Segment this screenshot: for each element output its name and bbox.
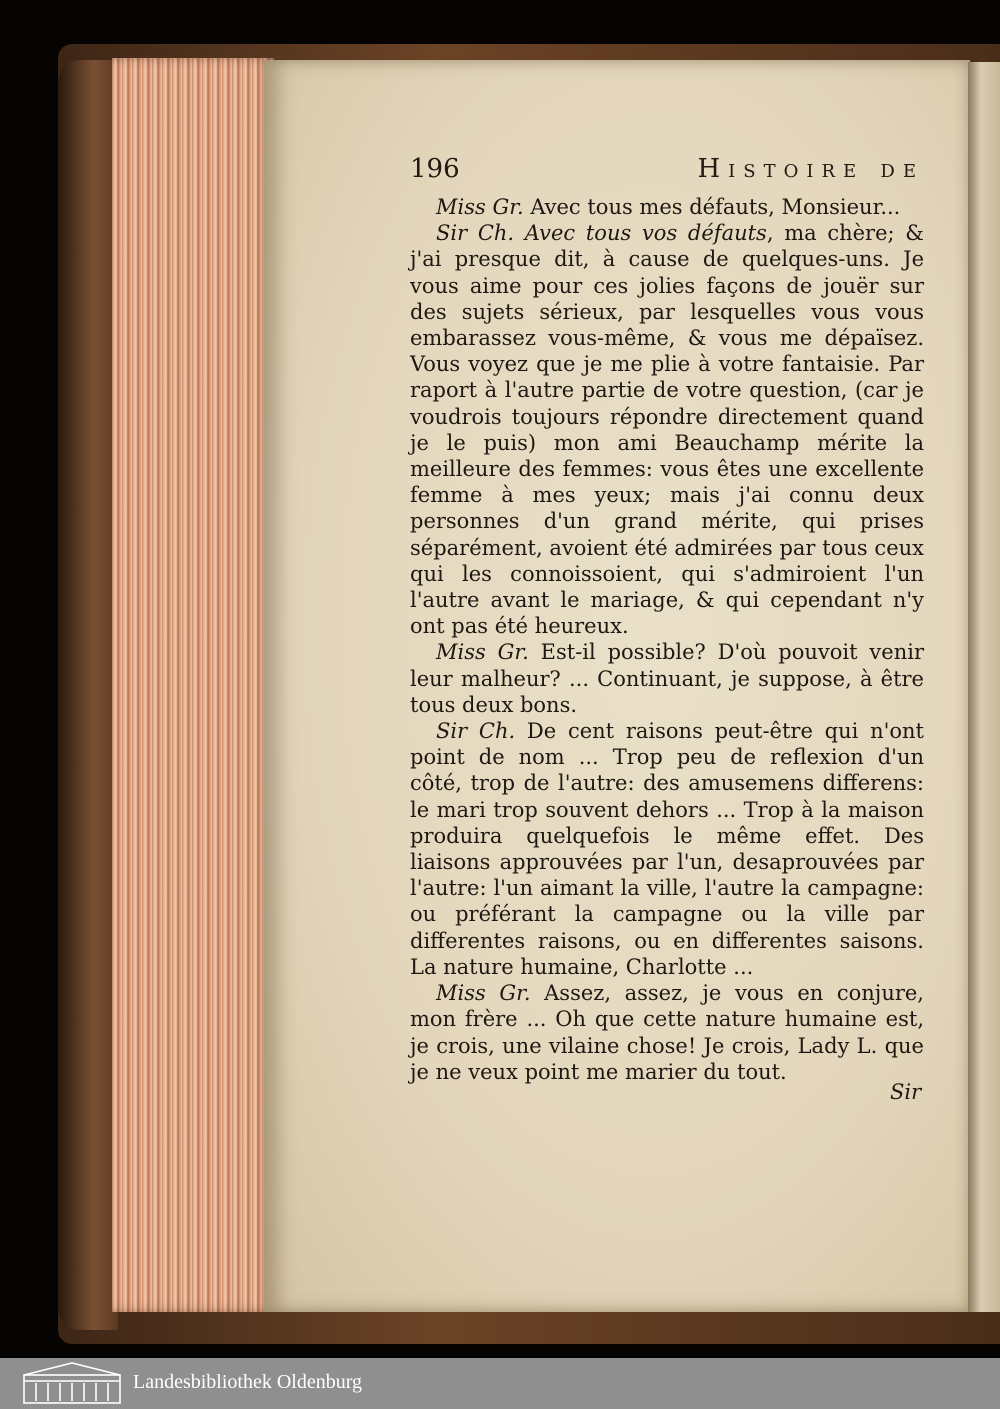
page-body (410, 194, 924, 1085)
facing-page-edge (968, 62, 1000, 1312)
speaker-label: Miss Gr. (436, 640, 529, 665)
catchword: Sir (890, 1080, 922, 1104)
speaker-label: Sir Ch. Avec tous vos défauts (436, 221, 767, 246)
paragraph-text: , ma chère; & j'ai presque dit, à cause de quelques-uns. Je vous aime pour ces jolies façons de jouër sur des sujets sérieux, par lesquelles vous vous embarassez vous-même, & vous me dépaïsez. Vous voyez que je me plie à votre fantaisie. Par raport à l'autre partie de votre question, (car je voudrois toujours répondre directement quand je le puis) mon ami Beauchamp mérite la meilleure des femmes: vous êtes une excellente femme à mes yeux; mais j'ai connu deux personnes d'un grand mérite, qui prises séparément, avoient été admirées par tous ceux qui les connoissoient, qui s'admiroient l'un l'autre avant le mariage, & qui cependant n'y ont pas été heureux. (410, 221, 924, 639)
paragraph-text: Assez, assez, je vous en conjure, mon frère ... Oh que cette nature humaine est, je crois, une vilaine chose! Je crois, Lady L. que je ne veux point me marier du tout. (410, 981, 924, 1084)
speaker-label: Miss Gr. (436, 195, 524, 219)
footer-bar (0, 1358, 1000, 1409)
paragraph (410, 639, 924, 718)
paragraph (410, 718, 924, 980)
page-number: 196 (410, 154, 460, 184)
paragraph (410, 220, 924, 639)
paragraph-text: De cent raisons peut-être qui n'ont point de nom ... Trop peu de reflexion d'un côté, trop de l'autre: des amusemens differens: le mari trop souvent dehors ... Trop à la maison produira quelquefois le même effet. Des liaisons approuvées par l'un, desaprouvées par l'autre: l'un aimant la ville, l'autre la campagne: ou préférant la campagne ou la ville par differentes raisons, ou en differentes saisons. La nature humaine, Charlotte ... (410, 719, 924, 979)
page-header (410, 154, 924, 190)
page-edges (112, 58, 274, 1312)
paragraph (410, 980, 924, 1085)
speaker-label: Sir Ch. (436, 719, 516, 744)
book-spine-edge (58, 60, 118, 1330)
running-title: Histoire de (697, 154, 924, 184)
speaker-label: Miss Gr. (436, 981, 531, 1006)
paragraph (410, 194, 924, 220)
paragraph-text: Avec tous mes défauts, Monsieur... (523, 195, 901, 219)
paragraph-text: Est-il possible? D'où pouvoit venir leur malheur? ... Continuant, je suppose, à être tous deux bons. (410, 640, 924, 717)
library-building-icon (22, 1361, 122, 1405)
library-name: Landesbibliothek Oldenburg (133, 1371, 363, 1393)
